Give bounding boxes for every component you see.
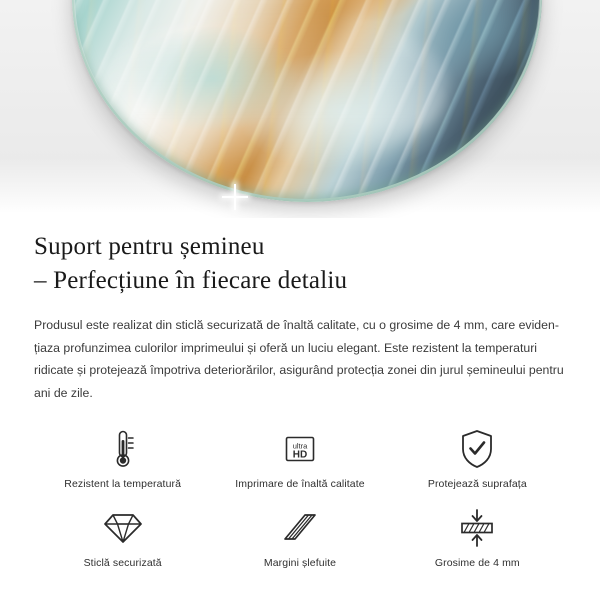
feature-item-surface-protection: [389, 427, 566, 490]
svg-text:HD: HD: [292, 449, 308, 461]
feature-item-polished-edges: [211, 506, 388, 569]
ultra-hd-icon: [280, 427, 320, 471]
thickness-4mm-icon: [455, 506, 499, 550]
feature-label-polished-edges: Margini șlefuite: [263, 556, 337, 569]
headline-line-1: Suport pentru șemineu: [34, 233, 265, 260]
product-description-text: Produsul este realizat din sticlă securizată de înaltă calitate, cu o grosime de 4 mm, care evidențiaza profunzimea culorilor imprimeului și oferă un luciu elegant. Este rezistent la temperaturi ridicate și protejează împotriva deteriorărilor, asigurând protecția zonei din jurul șemineului pentru ani de zile.: [34, 318, 564, 401]
feature-label-temperature: Rezistent la temperatură: [64, 477, 182, 490]
feature-item-thickness: [389, 506, 566, 569]
thermometer-icon: [106, 427, 140, 471]
headline-line-2: – Perfecțiune în fiecare detaliu: [34, 267, 348, 294]
feature-item-temperature: [34, 427, 211, 490]
feature-label-surface-protection: Protejează suprafața: [427, 477, 527, 490]
feature-label-print-quality: Imprimare de înaltă calitate: [235, 477, 365, 490]
feature-item-tempered-glass: [34, 506, 211, 569]
page-title: [34, 230, 566, 298]
feature-label-tempered-glass: Sticlă securizată: [83, 556, 162, 569]
feature-item-print-quality: [211, 427, 388, 490]
diamond-icon: [102, 506, 144, 550]
polished-edges-icon: [279, 506, 321, 550]
content-area: [0, 230, 600, 569]
hero-image: [0, 0, 600, 218]
feature-grid: [34, 427, 566, 569]
svg-text:ultra: ultra: [292, 441, 308, 451]
shield-check-icon: [457, 427, 497, 471]
feature-label-thickness: Grosime de 4 mm: [434, 556, 520, 569]
